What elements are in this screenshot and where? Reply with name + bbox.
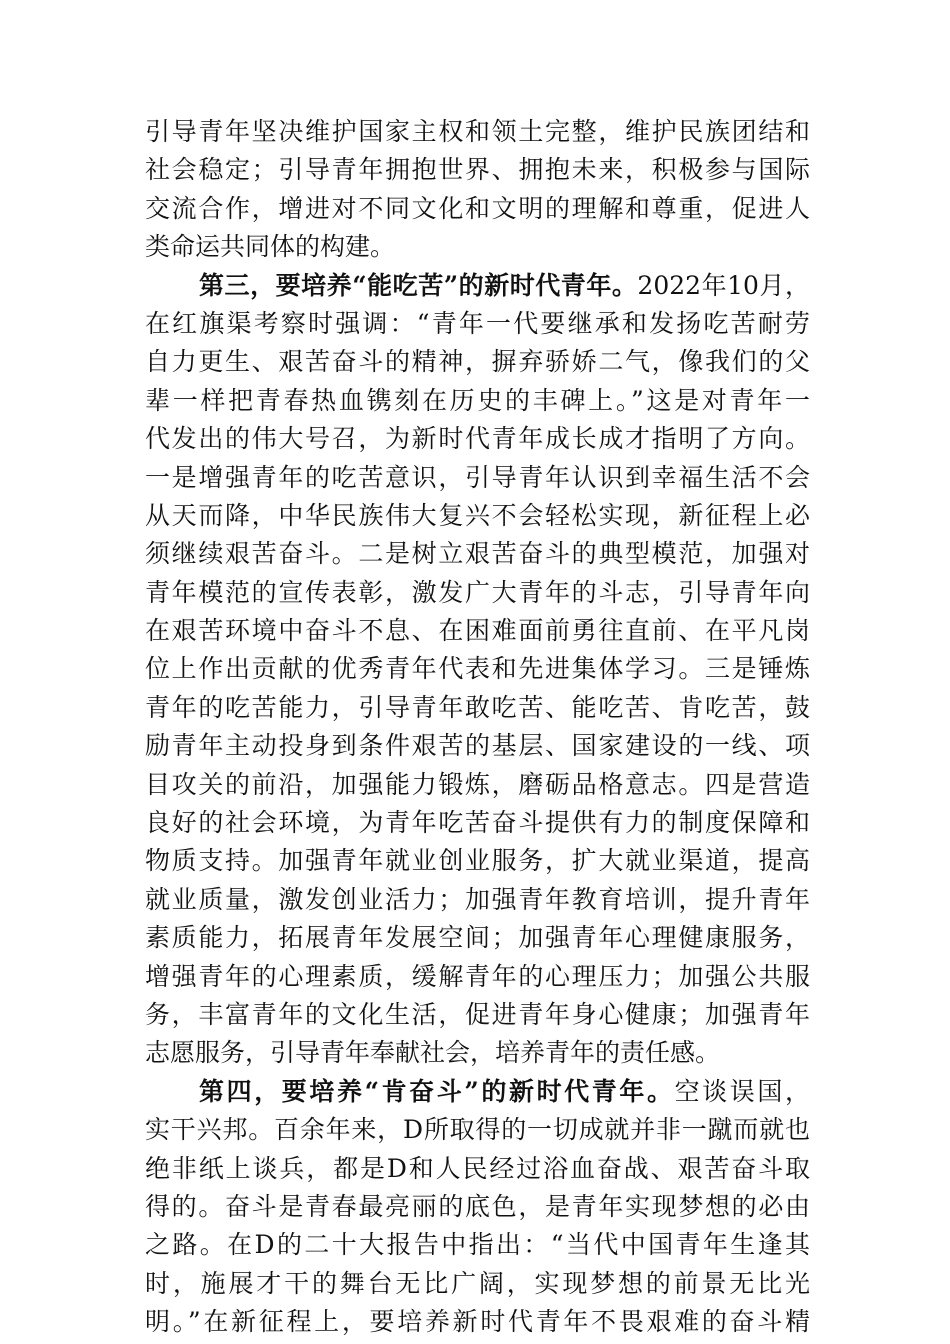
text-line: 目攻关的前沿，加强能力锻炼，磨砺品格意志。四是营造 [145,769,810,799]
text-line: 青年的吃苦能力，引导青年敢吃苦、能吃苦、肯吃苦，鼓 [145,692,810,722]
text-line: 类命运共同体的构建。 [145,232,396,262]
section-heading: 第四，要培养“肯奋斗”的新时代青年。 [199,1076,675,1106]
text-line: 引导青年坚决维护国家主权和领土完整，维护民族团结和 [145,117,810,146]
text-line: 青年模范的宣传表彰，激发广大青年的斗志，引导青年向 [145,577,810,607]
text-line: 一是增强青年的吃苦意识，引导青年认识到幸福生活不会 [145,462,810,492]
text-line: 增强青年的心理素质，缓解青年的心理压力；加强公共服 [145,961,810,991]
text-run: 空谈误国， [674,1076,810,1106]
text-line: 实干兴邦。百余年来，D所取得的一切成就并非一蹴而就也 [145,1115,810,1145]
text-line: 从天而降，中华民族伟大复兴不会轻松实现，新征程上必 [145,500,810,530]
paragraph [145,267,810,1073]
text-line: 自力更生、艰苦奋斗的精神，摒弃骄娇二气，像我们的父 [145,347,810,377]
text-line: 良好的社会环境，为青年吃苦奋斗提供有力的制度保障和 [145,808,810,838]
text-line: 时，施展才干的舞台无比广阔，实现梦想的前景无比光 [145,1268,810,1298]
text-line: 务，丰富青年的文化生活，促进青年身心健康；加强青年 [145,999,810,1029]
text-line: 之路。在D的二十大报告中指出：“当代中国青年生逢其 [145,1230,810,1260]
text-line: 就业质量，激发创业活力；加强青年教育培训，提升青年 [145,884,810,914]
text-line: 志愿服务，引导青年奉献社会，培养青年的责任感。 [145,1038,721,1068]
text-line: 须继续艰苦奋斗。二是树立艰苦奋斗的典型模范，加强对 [145,539,810,569]
text-line: 物质支持。加强青年就业创业服务，扩大就业渠道，提高 [145,846,810,876]
paragraph-first-line [145,1073,810,1111]
text-line: 在红旗渠考察时强调：“青年一代要继承和发扬吃苦耐劳 [145,308,810,338]
text-line: 位上作出贡献的优秀青年代表和先进集体学习。三是锤炼 [145,654,810,684]
text-run: 2022年10月， [637,270,811,300]
text-line: 在艰苦环境中奋斗不息、在困难面前勇往直前、在平凡岗 [145,616,810,646]
text-line: 绝非纸上谈兵，都是D和人民经过浴血奋战、艰苦奋斗取 [145,1153,810,1183]
text-line: 代发出的伟大号召，为新时代青年成长成才指明了方向。 [145,424,810,454]
text-line: 得的。奋斗是青春最亮丽的底色，是青年实现梦想的必由 [145,1191,810,1221]
paragraph [145,1073,810,1342]
paragraph-first-line [145,267,810,305]
text-line: 交流合作，增进对不同文化和文明的理解和尊重，促进人 [145,193,810,223]
text-line: 明。”在新征程上，要培养新时代青年不畏艰难的奋斗精 [145,1307,810,1337]
text-line: 社会稳定；引导青年拥抱世界、拥抱未来，积极参与国际 [145,155,810,185]
paragraph [145,113,810,267]
section-heading: 第三，要培养“能吃苦”的新时代青年。 [199,270,638,300]
text-line: 励青年主动投身到条件艰苦的基层、国家建设的一线、项 [145,731,810,761]
text-line: 素质能力，拓展青年发展空间；加强青年心理健康服务， [145,923,810,953]
text-line: 辈一样把青春热血镌刻在历史的丰碑上。”这是对青年一 [145,385,810,415]
document-body [145,113,810,1342]
